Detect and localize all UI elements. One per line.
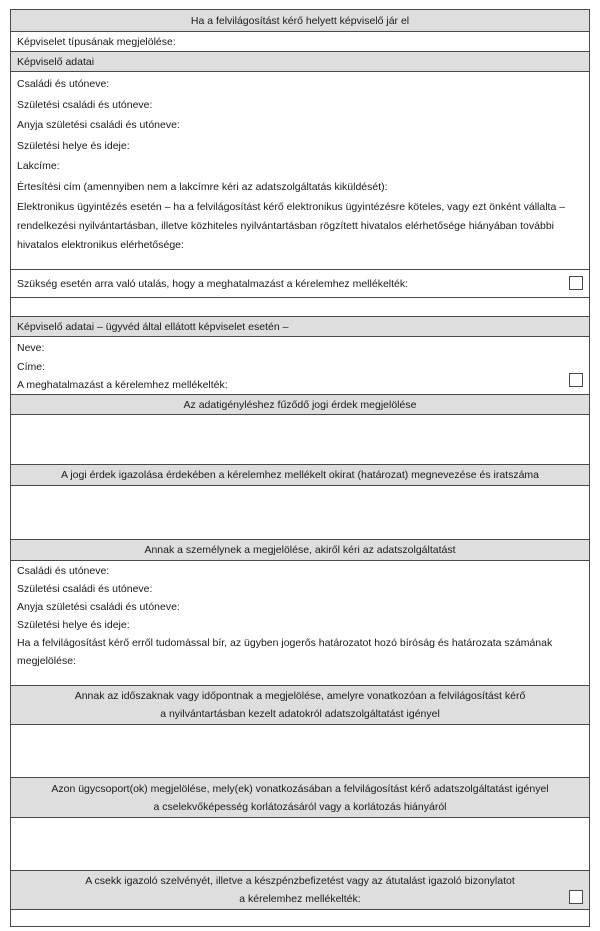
legal-interest-header [11,394,589,414]
time-period-input[interactable] [11,724,589,777]
legal-interest-header-text: Az adatigényléshez fűződő jogi érdek megjelölése [183,398,417,411]
representation-type-label: Képviselet típusának megjelölése: [17,35,176,48]
lawyer-data-header [11,316,589,336]
authorization-note-label: Szükség esetén arra való utalás, hogy a meghatalmazást a kérelemhez mellékelték: [17,277,409,290]
lawyer-data-body [11,336,589,394]
representative-notification-address-field[interactable]: Értesítési cím (amennyiben nem a lakcímre kéri az adatszolgáltatás kiküldését): [17,180,388,193]
subject-birth-place-date-field[interactable]: Születési helye és ideje: [17,619,130,631]
representative-section-header [11,10,589,31]
payment-proof-header [11,870,589,909]
legal-interest-proof-input[interactable] [11,485,589,539]
payment-proof-checkbox[interactable] [569,890,583,904]
lawyer-authorization-checkbox[interactable] [569,373,583,387]
subject-person-body [11,560,589,685]
lawyer-authorization-label: A meghatalmazást a kérelemhez mellékelték: [17,379,228,391]
payment-proof-header-line-2: a kérelemhez mellékelték: [239,893,361,905]
representative-mother-name-field[interactable]: Anyja születési családi és utóneve: [17,119,180,131]
subject-person-header [11,539,589,560]
representative-name-field[interactable]: Családi és utóneve: [17,78,110,90]
case-group-header [11,777,589,817]
time-period-header-line-2: a nyilvántartásban kezelt adatokról adatszolgáltatást igényel [160,708,440,720]
subject-mother-name-field[interactable]: Anyja születési családi és utóneve: [17,601,180,613]
representative-data-header-text: Képviselő adatai [17,55,95,68]
request-form [10,9,590,927]
case-group-header-line-1: Azon ügycsoport(ok) megjelölése, mely(ek) vonatkozásában a felvilágosítást kérő adatszolgáltatást igényel [51,782,549,795]
authorization-note-row [11,269,589,297]
court-decision-field[interactable]: Ha a felvilágosítást kérő erről tudomással bír, az ügyben jogerős határozatot hozó bíróság és határozata számának megjelölése: [17,637,553,667]
legal-interest-proof-header [11,464,589,485]
representative-data-header [11,51,589,71]
case-group-input[interactable] [11,817,589,870]
representative-birth-name-field[interactable]: Születési családi és utóneve: [17,98,153,111]
lawyer-address-field[interactable]: Címe: [17,360,46,373]
subject-birth-name-field[interactable]: Születési családi és utóneve: [17,583,153,595]
representative-data-body [11,71,589,269]
time-period-header [11,685,589,724]
subject-name-field[interactable]: Családi és utóneve: [17,565,110,577]
subject-person-header-text: Annak a személynek a megjelölése, akiről kéri az adatszolgáltatást [144,544,456,556]
representative-header-text: Ha a felvilágosítást kérő helyett képviselő jár el [190,14,410,27]
case-group-header-line-2: a cselekvőképesség korlátozásáról vagy a korlátozás hiányáról [153,800,447,813]
time-period-header-line-1: Annak az időszaknak vagy időpontnak a megjelölése, amelyre vonatkozóan a felvilágosítást kérő [74,690,526,702]
electronic-contact-field[interactable]: Elektronikus ügyintézés esetén – ha a felvilágosítást kérő elektronikus ügyintézésre köteles, vagy ezt önként vállalta – rendelkezési nyilvántartásban, illetve közhiteles nyilvántartásban rögzített hivatalos elérhetősége hiányában további hivatalos elektronikus elérhetősége: [17,201,566,251]
blank-row [11,297,589,316]
legal-interest-input[interactable] [11,414,589,464]
lawyer-data-header-text: Képviselő adatai – ügyvéd által ellátott képviselet esetén – [17,320,289,333]
payment-proof-header-line-1: A csekk igazoló szelvényét, illetve a készpénzbefizetést vagy az átutalást igazoló bizonylatot [85,875,515,887]
authorization-checkbox[interactable] [569,276,583,290]
lawyer-name-field[interactable]: Neve: [17,342,45,354]
representative-birth-place-date-field[interactable]: Születési helye és ideje: [17,139,130,152]
legal-interest-proof-header-text: A jogi érdek igazolása érdekében a kérelemhez mellékelt okirat (határozat) megnevezése és iratszáma [61,469,539,481]
representation-type-field[interactable] [11,31,589,51]
representative-address-field[interactable]: Lakcíme: [17,160,60,172]
payment-proof-input[interactable] [11,909,589,926]
